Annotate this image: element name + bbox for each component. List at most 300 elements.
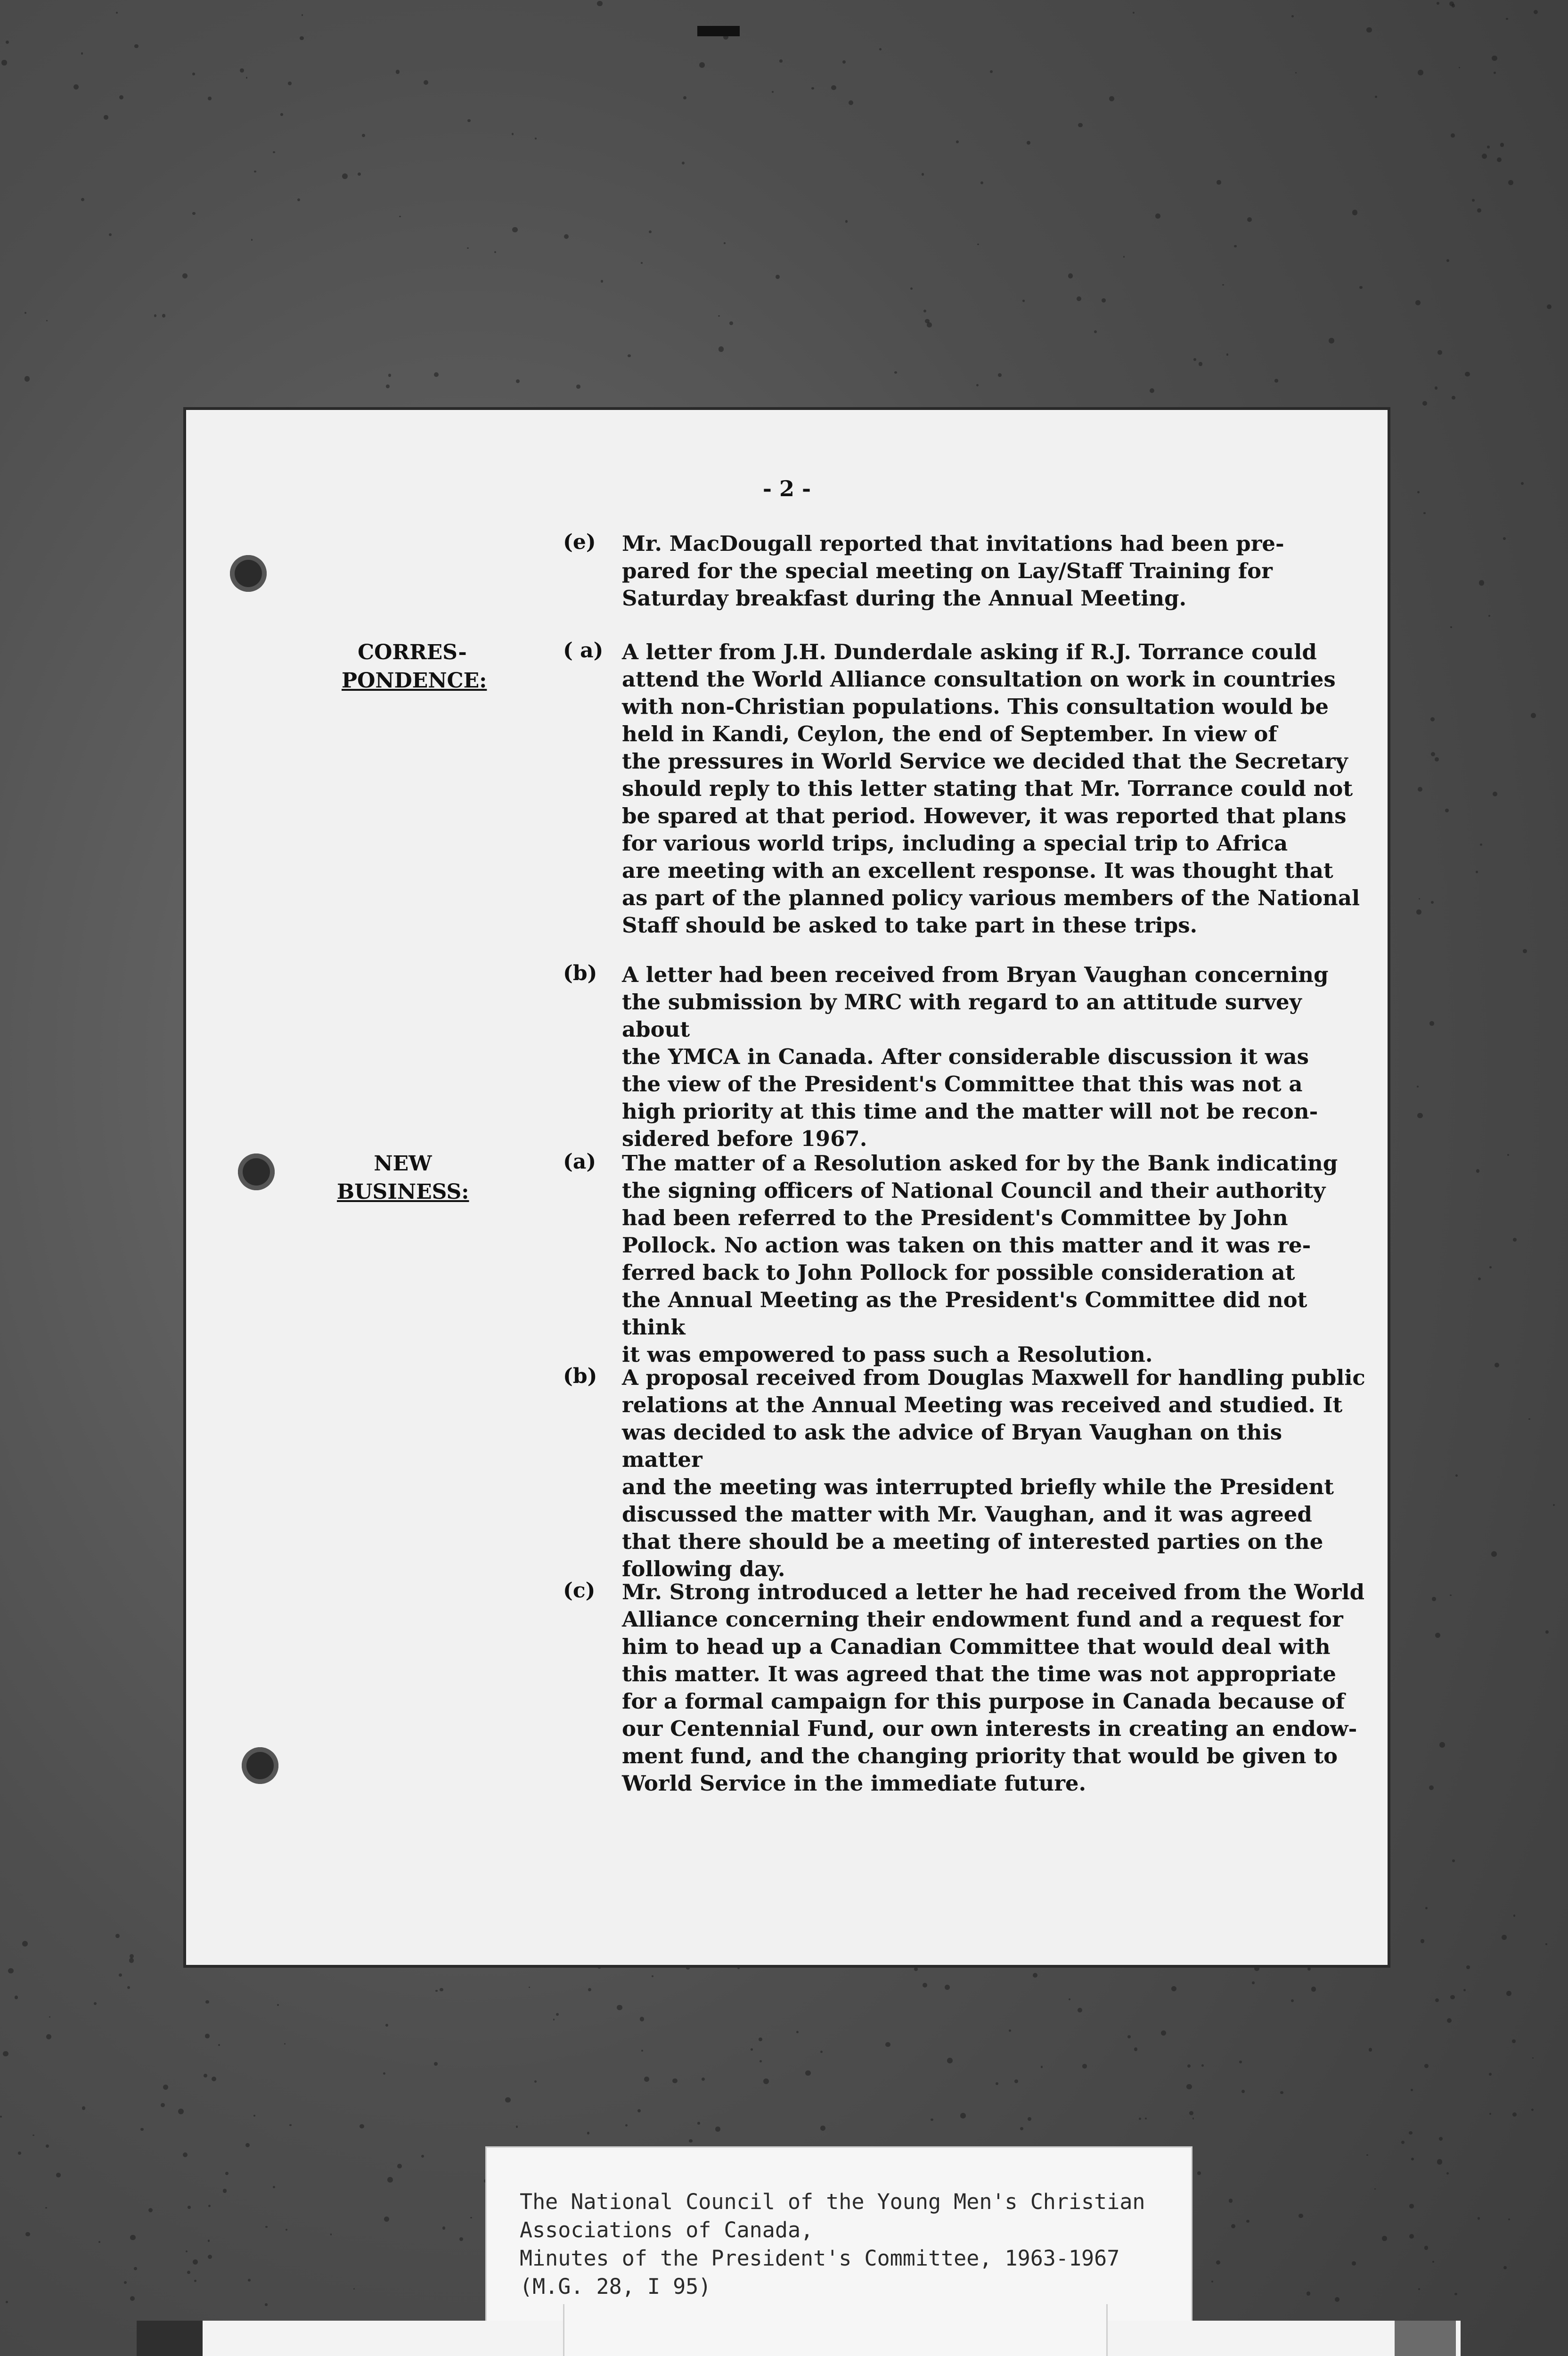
film-speck <box>248 2279 251 2282</box>
film-speck <box>1295 72 1297 74</box>
film-speck <box>1134 2047 1137 2051</box>
film-speck <box>553 2019 555 2021</box>
film-speck <box>1523 949 1527 953</box>
item-text: A letter had been received from Bryan Vaughan concerning the submission by MRC with regard to an attitude survey about the YMCA in Canada. After considerable discussion it was the view of the President's Committee that this was not a high priority at this time and the matter will not be recon- sidered before 1967. <box>622 962 1329 1151</box>
film-speck <box>588 1988 591 1991</box>
film-speck <box>1432 1597 1436 1601</box>
film-speck <box>849 100 853 105</box>
document-page <box>186 410 1388 1965</box>
film-speck <box>1429 1021 1434 1025</box>
film-speck <box>358 172 361 176</box>
film-speck <box>1382 2236 1387 2241</box>
film-speck <box>1465 372 1470 376</box>
film-speck <box>1479 580 1484 585</box>
film-speck <box>1274 379 1278 382</box>
film-speck <box>435 1990 438 1992</box>
film-speck <box>1435 1633 1440 1638</box>
film-speck <box>225 2172 229 2175</box>
film-speck <box>1022 300 1025 302</box>
film-speck <box>922 173 924 175</box>
film-speck <box>386 384 390 389</box>
film-speck <box>1409 2204 1414 2209</box>
film-speck <box>1482 154 1487 159</box>
film-speck <box>1491 1551 1497 1557</box>
film-speck <box>1014 2079 1018 2083</box>
film-speck <box>1476 1169 1479 1172</box>
film-speck <box>1431 901 1434 904</box>
film-speck <box>927 322 932 327</box>
film-speck <box>440 1988 443 1991</box>
film-speck <box>6 41 9 44</box>
film-speck <box>1478 2217 1480 2220</box>
film-speck <box>115 1934 120 1938</box>
catalog-label-text <box>520 2188 1179 2301</box>
film-speck <box>1366 2154 1368 2156</box>
film-speck <box>1197 2171 1201 2175</box>
film-speck <box>49 2016 51 2018</box>
film-speck <box>1493 792 1497 796</box>
film-speck <box>640 2017 645 2021</box>
film-speck <box>652 1975 653 1977</box>
film-speck <box>1028 2117 1031 2121</box>
film-speck <box>434 2062 438 2066</box>
film-speck <box>182 273 188 278</box>
film-speck <box>273 151 275 153</box>
film-speck <box>641 2050 643 2052</box>
film-speck <box>251 239 253 241</box>
film-speck <box>384 2217 389 2222</box>
film-speck <box>697 2122 700 2124</box>
film-speck <box>1192 2118 1194 2119</box>
film-speck <box>302 14 303 16</box>
film-speck <box>1033 1973 1037 1978</box>
film-speck <box>1494 1363 1499 1367</box>
film-speck <box>1447 2018 1452 2023</box>
film-speck <box>1487 146 1489 148</box>
film-speck <box>1446 259 1449 262</box>
film-speck <box>193 2259 198 2265</box>
film-speck <box>516 2126 518 2128</box>
film-speck <box>1027 141 1030 145</box>
film-speck <box>960 2113 966 2119</box>
film-speck <box>81 198 84 201</box>
film-speck <box>564 234 569 239</box>
film-speck <box>649 230 652 233</box>
film-speck <box>94 2002 97 2005</box>
film-speck <box>208 2205 211 2207</box>
film-speck <box>130 2296 135 2301</box>
film-speck <box>1193 358 1196 361</box>
film-speck <box>353 2288 355 2290</box>
item-label: ( a) <box>563 638 604 663</box>
film-speck <box>45 2207 47 2209</box>
film-speck <box>1329 338 1334 344</box>
film-speck <box>1451 133 1455 138</box>
film-speck <box>6 2301 8 2303</box>
film-speck <box>421 2155 425 2158</box>
film-speck <box>1430 717 1435 721</box>
film-speck <box>56 2173 61 2177</box>
film-speck <box>387 2177 393 2183</box>
film-speck <box>383 2072 385 2075</box>
film-speck <box>931 2119 933 2121</box>
film-speck <box>811 87 814 90</box>
film-speck <box>1454 2293 1457 2296</box>
film-speck <box>330 2233 332 2235</box>
film-speck <box>187 2271 190 2274</box>
film-speck <box>1359 286 1363 289</box>
heading-new-business-line1: NEW <box>374 1152 432 1176</box>
film-speck <box>119 95 123 99</box>
film-speck <box>1127 2035 1131 2038</box>
film-speck <box>273 2186 275 2188</box>
film-speck <box>1452 1859 1455 1862</box>
film-speck <box>1020 2127 1023 2130</box>
film-speck <box>702 2078 705 2081</box>
film-speck <box>1102 298 1106 303</box>
film-speck <box>424 80 428 85</box>
film-speck <box>1506 18 1508 20</box>
film-speck <box>1450 626 1452 628</box>
film-speck <box>1094 330 1097 333</box>
film-speck <box>245 2143 250 2147</box>
heading-correspondence-line1: CORRES- <box>358 640 467 664</box>
film-speck <box>1435 386 1437 389</box>
film-speck <box>512 227 518 233</box>
film-speck <box>1466 1965 1470 1969</box>
film-speck <box>628 354 630 357</box>
film-speck <box>1422 401 1427 406</box>
film-speck <box>1432 2261 1434 2263</box>
film-speck <box>116 12 118 14</box>
film-speck <box>397 2164 402 2168</box>
film-speck <box>1187 2064 1191 2068</box>
film-speck <box>805 2070 811 2076</box>
stamp-edge <box>1395 2321 1456 2356</box>
film-speck <box>1452 396 1455 400</box>
film-speck <box>1417 1086 1419 1088</box>
film-speck <box>1425 1907 1428 1909</box>
film-speck <box>194 2280 196 2282</box>
film-speck <box>1374 2188 1376 2190</box>
film-speck <box>161 2103 165 2108</box>
film-speck <box>1553 1504 1555 1506</box>
film-speck <box>1311 1987 1316 1991</box>
film-speck <box>192 73 195 75</box>
film-speck <box>998 373 1002 377</box>
film-speck <box>641 262 642 263</box>
film-speck <box>1503 537 1506 540</box>
film-speck <box>1254 1966 1259 1971</box>
film-speck <box>845 220 848 222</box>
film-speck <box>1506 1991 1511 1996</box>
film-speck <box>1041 2066 1043 2068</box>
film-speck <box>434 372 439 377</box>
film-speck <box>1418 70 1423 75</box>
punch-hole-top <box>230 555 267 592</box>
film-speck <box>0 2116 2 2118</box>
film-speck <box>529 1987 530 1988</box>
film-speck <box>134 44 139 49</box>
film-speck <box>388 374 391 376</box>
film-speck <box>18 2151 21 2155</box>
film-speck <box>362 134 365 137</box>
film-speck <box>127 1986 130 1989</box>
film-speck <box>587 2132 589 2134</box>
film-speck <box>1416 909 1421 915</box>
film-speck <box>1450 1995 1455 2000</box>
film-speck <box>1421 1939 1424 1943</box>
film-speck <box>1508 180 1513 185</box>
film-speck <box>516 379 520 383</box>
film-speck <box>1068 273 1073 278</box>
film-speck <box>1502 1935 1507 1940</box>
film-speck <box>831 85 836 90</box>
film-speck <box>923 1983 927 1988</box>
film-speck <box>24 376 30 382</box>
film-speck <box>759 2037 762 2041</box>
film-speck <box>396 70 400 74</box>
film-speck <box>1411 2089 1413 2091</box>
film-speck <box>265 2226 268 2228</box>
film-speck <box>885 2042 890 2047</box>
film-speck <box>163 2085 168 2090</box>
film-speck <box>208 2240 210 2241</box>
item-label: (a) <box>563 1150 596 1174</box>
film-speck <box>1307 1967 1311 1971</box>
film-speck <box>990 70 993 73</box>
film-speck <box>625 2124 628 2127</box>
film-speck <box>1082 2064 1087 2069</box>
film-speck <box>1189 2111 1193 2115</box>
film-speck <box>1291 1999 1294 2003</box>
catalog-line-1: The National Council of the Young Men's Christian <box>520 2189 1145 2214</box>
film-speck <box>104 115 108 120</box>
film-speck <box>976 384 979 386</box>
film-speck <box>277 2004 279 2006</box>
film-speck <box>1291 15 1294 17</box>
film-speck <box>1437 350 1442 355</box>
film-speck <box>205 2000 209 2004</box>
film-speck <box>1109 96 1114 101</box>
film-speck <box>1231 2224 1235 2228</box>
film-speck <box>1480 843 1482 846</box>
film-speck <box>1431 752 1435 756</box>
film-speck <box>1411 2158 1414 2160</box>
film-speck <box>254 171 256 172</box>
heading-correspondence <box>342 638 487 695</box>
film-speck <box>689 2139 692 2143</box>
film-speck <box>820 2126 825 2131</box>
film-speck <box>1497 157 1502 162</box>
film-speck <box>289 2124 292 2127</box>
film-speck <box>1239 2061 1242 2063</box>
item-text: Mr. MacDougall reported that invitations had been pre- pared for the special meeting on Lay/Staff Training for Saturday breakfast during the Annual Meeting. <box>622 531 1284 611</box>
film-speck <box>265 2303 268 2306</box>
film-speck <box>494 251 496 253</box>
film-speck <box>204 2074 207 2078</box>
film-speck <box>33 2135 34 2136</box>
film-speck <box>751 2048 752 2050</box>
film-speck <box>1335 2297 1339 2302</box>
film-speck <box>1418 787 1422 792</box>
film-speck <box>119 1973 122 1977</box>
film-speck <box>724 242 726 244</box>
film-speck <box>1521 482 1524 485</box>
film-speck <box>1459 67 1460 68</box>
film-speck <box>253 2115 255 2117</box>
film-speck <box>1492 56 1497 61</box>
film-speck <box>980 181 983 184</box>
film-speck <box>1439 1742 1445 1748</box>
film-speck <box>1078 123 1082 127</box>
film-speck <box>1409 2234 1414 2239</box>
film-speck <box>686 1966 690 1970</box>
film-speck <box>1161 2030 1166 2036</box>
film-speck <box>1503 2266 1507 2269</box>
item-label: (c) <box>563 1579 596 1603</box>
film-speck <box>1171 1986 1176 1991</box>
film-speck <box>1423 512 1426 515</box>
film-speck <box>81 52 83 55</box>
film-speck <box>637 2109 641 2112</box>
punch-hole-bottom <box>242 1747 278 1784</box>
film-speck <box>956 140 959 143</box>
film-speck <box>617 2005 622 2011</box>
film-speck <box>186 2250 188 2252</box>
film-speck <box>1435 1998 1439 2002</box>
film-speck <box>597 1965 601 1969</box>
film-speck <box>535 138 536 139</box>
film-speck <box>842 60 846 64</box>
film-speck <box>15 1996 18 1999</box>
film-speck <box>914 1967 917 1971</box>
catalog-line-2: Associations of Canada, <box>520 2217 814 2242</box>
film-speck <box>1216 2260 1220 2265</box>
film-speck <box>1375 96 1377 98</box>
film-speck <box>718 315 719 317</box>
film-speck <box>683 96 686 99</box>
film-speck <box>162 314 165 317</box>
film-speck <box>715 2127 720 2131</box>
film-speck <box>796 2031 799 2033</box>
film-speck <box>672 2078 678 2084</box>
item-label: (e) <box>563 530 596 554</box>
film-speck <box>280 113 283 115</box>
film-speck <box>98 2241 100 2243</box>
film-speck <box>1507 1154 1509 1156</box>
film-speck <box>601 280 604 283</box>
film-speck <box>1226 353 1229 356</box>
film-speck <box>24 312 26 314</box>
film-speck <box>1437 2159 1443 2165</box>
film-speck <box>1489 2113 1491 2115</box>
punch-hole-middle <box>238 1153 275 1190</box>
film-speck <box>1418 2288 1420 2290</box>
film-speck <box>699 62 705 68</box>
film-speck <box>1211 2281 1213 2282</box>
film-speck <box>22 1941 28 1947</box>
film-speck <box>1307 2291 1310 2295</box>
film-speck <box>192 212 196 215</box>
film-speck <box>1415 300 1421 305</box>
film-speck <box>46 2144 49 2148</box>
film-speck <box>1547 304 1552 310</box>
film-speck <box>3 2051 8 2057</box>
film-speck <box>1494 72 1496 74</box>
film-speck <box>1508 2218 1510 2220</box>
film-speck <box>644 2077 649 2082</box>
catalog-line-4: (M.G. 28, I 95) <box>520 2274 711 2299</box>
film-speck <box>1201 2064 1203 2066</box>
film-speck <box>1512 2039 1516 2043</box>
film-speck <box>46 320 48 321</box>
film-speck <box>300 36 303 40</box>
item-text: Mr. Strong introduced a letter he had received from the World Alliance concerning their endowment fund and a request for him to head up a Canadian Committee that would deal with this matter. It was agreed that the time was not appropriate for a formal campaign for this purpose in Canada because of our Centennial Fund, our own interests in creating an endow- ment fund, and the changing priority that would be given to World Service in the immediate future. <box>622 1579 1365 1796</box>
film-speck <box>1155 213 1160 218</box>
film-speck <box>1417 1113 1423 1119</box>
film-speck <box>879 48 882 50</box>
film-speck <box>1489 1266 1492 1268</box>
film-speck <box>977 244 979 245</box>
film-speck <box>1513 1914 1516 1917</box>
film-speck <box>576 384 580 389</box>
film-speck <box>996 2082 998 2085</box>
film-speck <box>682 162 685 164</box>
film-speck <box>124 2281 127 2284</box>
film-speck <box>178 2109 184 2114</box>
film-speck <box>1078 2008 1082 2012</box>
film-speck <box>1252 1981 1254 1984</box>
film-speck <box>284 2043 286 2045</box>
film-speck <box>1455 1474 1458 1477</box>
film-speck <box>1 60 7 65</box>
film-speck <box>205 2034 210 2038</box>
film-speck <box>1229 2199 1233 2203</box>
heading-new-business-line2: BUSINESS: <box>337 1180 469 1204</box>
heading-correspondence-line2: PONDENCE: <box>342 669 487 693</box>
film-speck <box>779 59 783 63</box>
film-speck <box>246 77 248 79</box>
film-speck <box>467 119 470 122</box>
film-speck <box>148 2208 153 2212</box>
film-speck <box>1478 1277 1481 1280</box>
film-speck <box>1500 143 1504 147</box>
film-speck <box>1476 871 1478 873</box>
film-speck <box>1139 2118 1141 2120</box>
film-speck <box>1145 2118 1147 2119</box>
film-speck <box>1352 2261 1356 2265</box>
film-speck <box>505 2097 511 2103</box>
film-speck <box>947 2058 953 2063</box>
film-speck <box>729 321 733 325</box>
item-text: The matter of a Resolution asked for by the Bank indicating the signing officers of National Council and their authority had been referred to the President's Committee by John Pollock. No action was taken on this matter and it was re- ferred back to John Pollock for possible consideration at the Annual Meeting as the President's Committee did not think it was empowered to pass such a Resolution. <box>622 1151 1338 1367</box>
film-speck <box>556 2013 559 2016</box>
film-speck <box>1472 199 1475 202</box>
film-speck <box>1247 217 1252 222</box>
film-speck <box>1352 210 1357 215</box>
film-speck <box>399 216 401 218</box>
film-speck <box>1531 2109 1534 2111</box>
film-speck <box>1452 4 1455 8</box>
film-speck <box>25 2232 30 2236</box>
film-speck <box>459 2237 463 2241</box>
film-speck <box>1199 362 1202 366</box>
film-speck <box>1450 1595 1451 1596</box>
film-speck <box>1369 2048 1372 2052</box>
film-speck <box>74 84 79 90</box>
film-speck <box>46 2034 51 2039</box>
